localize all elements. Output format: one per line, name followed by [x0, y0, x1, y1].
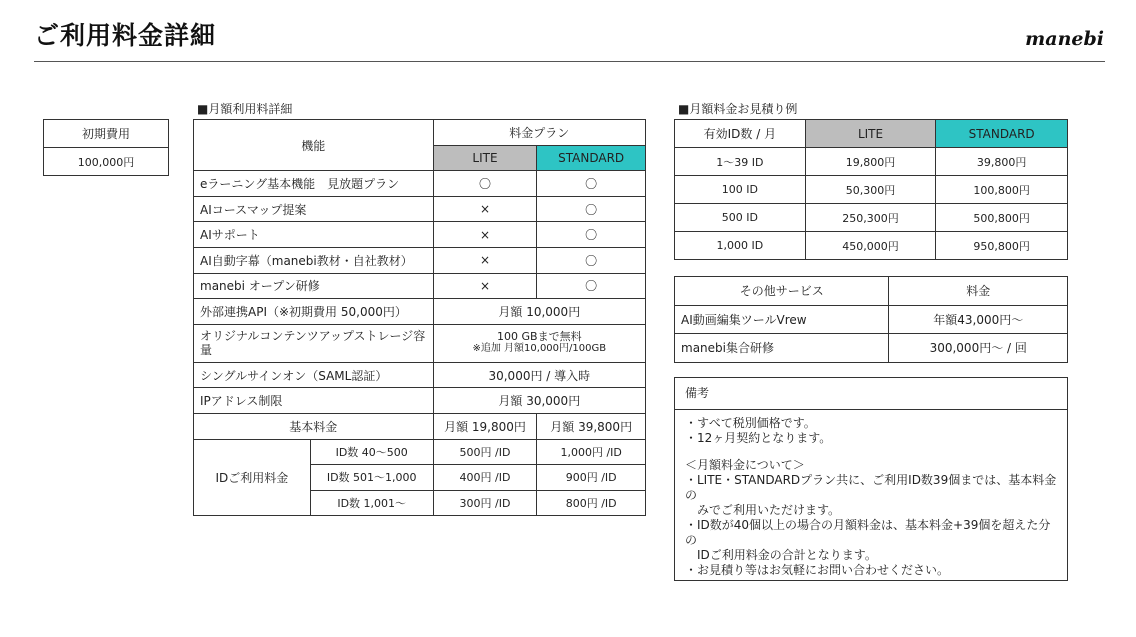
estimate-ids: 100 ID — [675, 176, 806, 204]
plan-header: 料金プラン — [433, 120, 645, 146]
feature-name: manebi オープン研修 — [194, 273, 434, 299]
id-range: ID数 1,001〜 — [310, 490, 433, 516]
storage-fee: 100 GBまで無料 — [497, 330, 582, 344]
note-line: ・お見積り等はお気軽にお問い合わせください。 — [685, 563, 950, 577]
table-row — [675, 148, 1068, 176]
other-service-fee: 300,000円〜 / 回 — [889, 334, 1068, 363]
other-service-fee: 年額43,000円〜 — [889, 305, 1068, 334]
id-fee-lite: 400円 /ID — [433, 465, 537, 491]
standard-availability: 〇 — [537, 222, 646, 248]
estimate-title: ■月額料金お見積り例 — [678, 102, 798, 116]
estimate-ids: 500 ID — [675, 204, 806, 232]
estimate-ids: 1〜39 ID — [675, 148, 806, 176]
feature-name: eラーニング基本機能 見放題プラン — [194, 171, 434, 197]
table-row — [675, 232, 1068, 260]
header-divider — [34, 61, 1105, 62]
plan-standard-header: STANDARD — [537, 145, 646, 171]
lite-availability: × — [433, 247, 537, 273]
ip-fee: 月額 30,000円 — [433, 388, 645, 414]
initial-fee-label: 初期費用 — [44, 120, 169, 148]
note-line: IDご利用料金の合計となります。 — [697, 548, 877, 562]
base-fee-standard: 月額 39,800円 — [537, 413, 646, 439]
id-fee-standard: 1,000円 /ID — [537, 439, 646, 465]
standard-availability: 〇 — [537, 273, 646, 299]
initial-fee-table — [43, 119, 169, 176]
estimate-lite: 250,300円 — [805, 204, 936, 232]
estimate-lite: 19,800円 — [805, 148, 936, 176]
table-row — [194, 362, 646, 388]
other-services-table — [674, 276, 1068, 363]
table-row — [194, 222, 646, 248]
lite-availability: × — [433, 222, 537, 248]
page-title: ご利用料金詳細 — [34, 21, 217, 50]
table-row — [194, 299, 646, 325]
standard-availability: 〇 — [537, 196, 646, 222]
sso-fee: 30,000円 / 導入時 — [433, 362, 645, 388]
base-fee-label: 基本料金 — [194, 413, 434, 439]
storage-extra-fee: ※追加 月額10,000円/100GB — [472, 343, 607, 355]
id-range: ID数 40〜500 — [310, 439, 433, 465]
estimate-standard: 39,800円 — [936, 148, 1068, 176]
table-row — [194, 273, 646, 299]
estimate-standard-header: STANDARD — [936, 120, 1068, 148]
lite-availability: × — [433, 196, 537, 222]
standard-availability: 〇 — [537, 171, 646, 197]
notes-body — [675, 410, 1067, 584]
estimate-id-header: 有効ID数 / 月 — [675, 120, 806, 148]
brand-logo: manebi — [1025, 28, 1104, 50]
monthly-detail-title: ■月額利用料詳細 — [197, 102, 293, 116]
table-row — [194, 413, 646, 439]
note-line: みでご利用いただけます。 — [697, 503, 841, 517]
feature-name: AIサポート — [194, 222, 434, 248]
table-row — [194, 196, 646, 222]
id-fee-lite: 500円 /ID — [433, 439, 537, 465]
estimate-ids: 1,000 ID — [675, 232, 806, 260]
table-row — [675, 204, 1068, 232]
storage-feature: オリジナルコンテンツアップストレージ容量 — [194, 324, 434, 362]
other-fee-header: 料金 — [889, 277, 1068, 306]
other-service-header: その他サービス — [675, 277, 889, 306]
plan-lite-header: LITE — [433, 145, 537, 171]
estimate-lite-header: LITE — [805, 120, 936, 148]
initial-fee-value: 100,000円 — [44, 148, 169, 176]
table-row — [675, 334, 1068, 363]
note-line: ・LITE・STANDARDプラン共に、ご利用ID数39個までは、基本料金の — [685, 473, 1057, 502]
id-fee-standard: 800円 /ID — [537, 490, 646, 516]
id-fee-standard: 900円 /ID — [537, 465, 646, 491]
other-service-name: AI動画編集ツールVrew — [675, 305, 889, 334]
note-gap — [685, 446, 1057, 458]
table-row — [675, 305, 1068, 334]
estimate-lite: 50,300円 — [805, 176, 936, 204]
id-fee-lite: 300円 /ID — [433, 490, 537, 516]
other-service-name: manebi集合研修 — [675, 334, 889, 363]
feature-header: 機能 — [194, 120, 434, 171]
api-fee: 月額 10,000円 — [433, 299, 645, 325]
base-fee-lite: 月額 19,800円 — [433, 413, 537, 439]
id-range: ID数 501〜1,000 — [310, 465, 433, 491]
id-fee-label: IDご利用料金 — [194, 439, 311, 516]
lite-availability: × — [433, 273, 537, 299]
estimate-standard: 500,800円 — [936, 204, 1068, 232]
sso-feature: シングルサインオン（SAML認証） — [194, 362, 434, 388]
notes-title: 備考 — [675, 378, 1067, 410]
feature-name: AIコースマップ提案 — [194, 196, 434, 222]
api-feature: 外部連携API（※初期費用 50,000円） — [194, 299, 434, 325]
monthly-detail-table — [193, 119, 646, 516]
notes-box — [674, 377, 1068, 581]
table-row — [194, 324, 646, 362]
estimate-lite: 450,000円 — [805, 232, 936, 260]
table-row — [194, 388, 646, 414]
note-line: ・ID数が40個以上の場合の月額料金は、基本料金+39個を超えた分の — [685, 518, 1051, 547]
feature-name: AI自動字幕（manebi教材・自社教材） — [194, 247, 434, 273]
table-row — [675, 176, 1068, 204]
estimate-standard: 950,800円 — [936, 232, 1068, 260]
standard-availability: 〇 — [537, 247, 646, 273]
table-row — [194, 439, 646, 465]
table-row — [194, 247, 646, 273]
estimate-standard: 100,800円 — [936, 176, 1068, 204]
estimate-table — [674, 119, 1068, 260]
lite-availability: 〇 — [433, 171, 537, 197]
ip-feature: IPアドレス制限 — [194, 388, 434, 414]
note-line: ・12ヶ月契約となります。 — [685, 431, 832, 445]
table-row — [194, 171, 646, 197]
note-line: ・すべて税別価格です。 — [685, 416, 816, 430]
note-subhead: ＜月額料金について＞ — [685, 458, 805, 472]
storage-fee-cell — [433, 324, 645, 362]
